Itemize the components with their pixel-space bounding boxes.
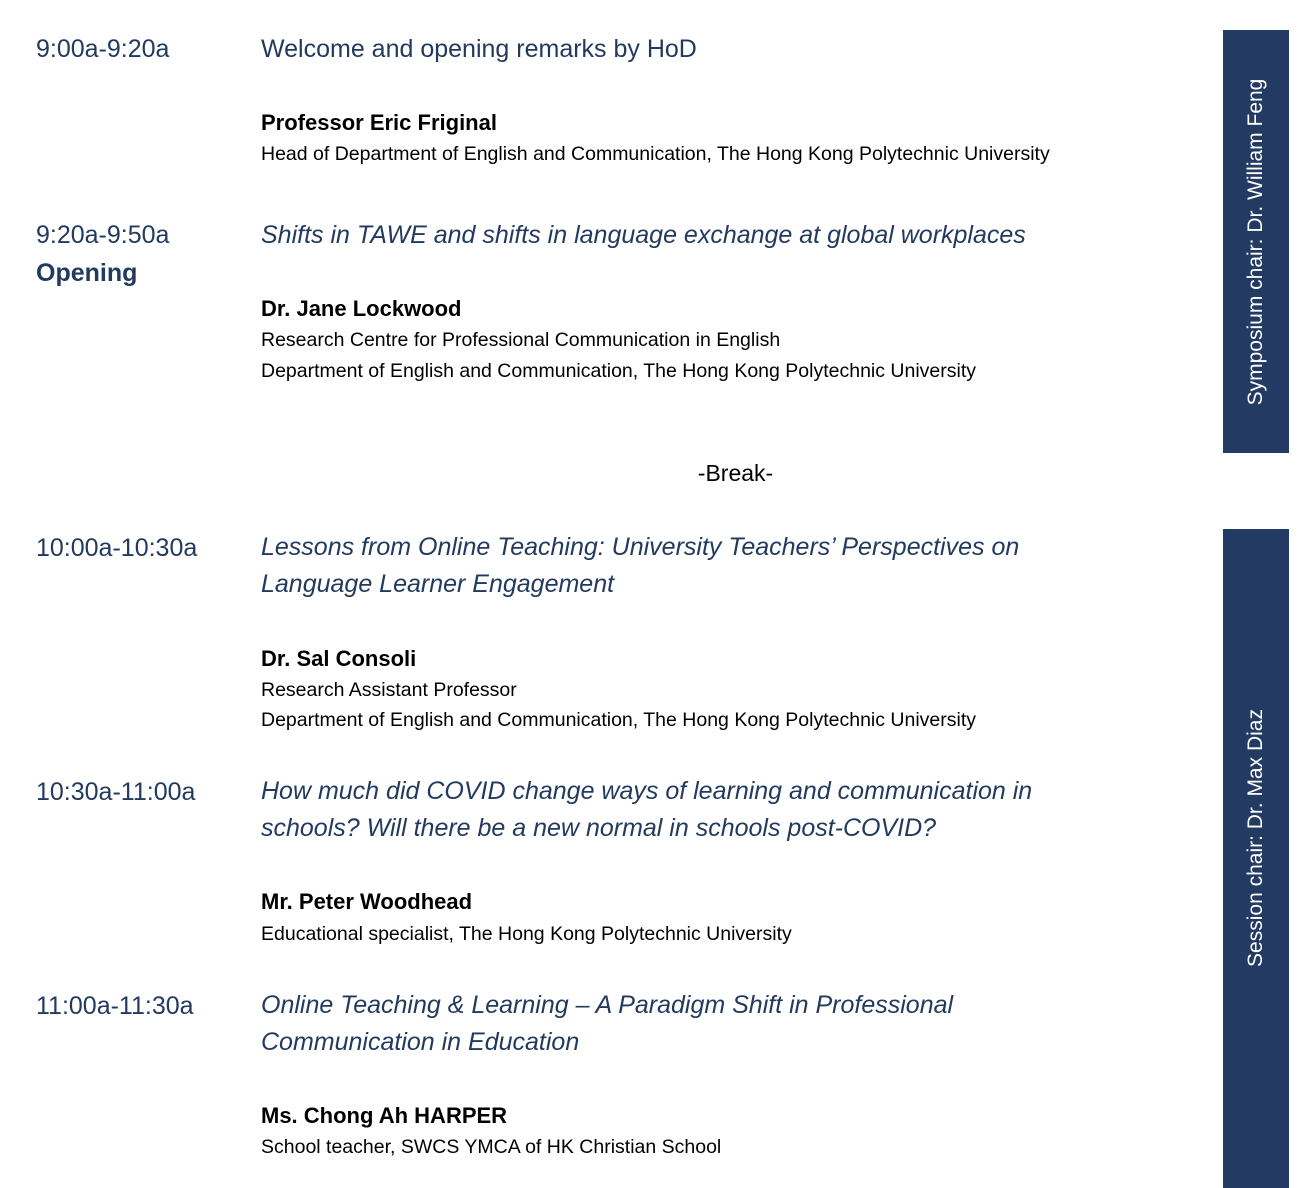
session-4-time: 10:30a-11:00a (36, 778, 196, 806)
session-5-title (261, 987, 1161, 1061)
session-chair-bar (1223, 529, 1289, 1188)
session-4-affiliation-1: Educational specialist, The Hong Kong Polytechnic University (261, 923, 792, 945)
session-2-time: 9:20a-9:50a (36, 221, 170, 249)
break-label: -Break- (697, 460, 774, 486)
session-4-speaker: Mr. Peter Woodhead (261, 889, 473, 914)
session-1-title: Welcome and opening remarks by HoD (261, 35, 697, 63)
session-3-affiliation-1: Research Assistant Professor (261, 679, 517, 701)
session-3-affiliation-2: Department of English and Communication, The Hong Kong Polytechnic University (261, 709, 977, 731)
session-1-affiliation-1: Head of Department of English and Communication, The Hong Kong Polytechnic University (261, 143, 1050, 165)
session-2-speaker: Dr. Jane Lockwood (261, 296, 462, 321)
session-5-time: 11:00a-11:30a (36, 992, 194, 1020)
session-2-time-label: Opening (36, 259, 138, 287)
session-2-affiliation-2: Department of English and Communication, The Hong Kong Polytechnic University (261, 360, 977, 382)
session-1-speaker: Professor Eric Friginal (261, 110, 497, 135)
session-3-time: 10:00a-10:30a (36, 534, 198, 562)
session-4-title-line-2: schools? Will there be a new normal in schools post-COVID? (261, 814, 937, 842)
session-5-title-line-2: Communication in Education (261, 1028, 580, 1056)
session-4-title (261, 773, 1161, 847)
session-3-title (261, 529, 1161, 603)
session-1-time: 9:00a-9:20a (36, 35, 170, 63)
session-3-title-line-1: Lessons from Online Teaching: University Teachers’ Perspectives on (261, 533, 1020, 561)
session-4-title-line-1: How much did COVID change ways of learning and communication in (261, 777, 1033, 805)
session-3-speaker: Dr. Sal Consoli (261, 646, 417, 671)
session-5-speaker: Ms. Chong Ah HARPER (261, 1103, 508, 1128)
session-2-title: Shifts in TAWE and shifts in language exchange at global workplaces (261, 221, 1026, 249)
session-5-title-line-1: Online Teaching & Learning – A Paradigm Shift in Professional (261, 991, 954, 1019)
session-chair-label: Session chair: Dr. Max Diaz (1244, 709, 1267, 967)
session-5-affiliation-1: School teacher, SWCS YMCA of HK Christian School (261, 1136, 722, 1158)
session-2-affiliation-1: Research Centre for Professional Communication in English (261, 329, 781, 351)
symposium-chair-bar (1223, 30, 1289, 453)
session-3-title-line-2: Language Learner Engagement (261, 570, 615, 598)
symposium-chair-label: Symposium chair: Dr. William Feng (1244, 78, 1267, 405)
